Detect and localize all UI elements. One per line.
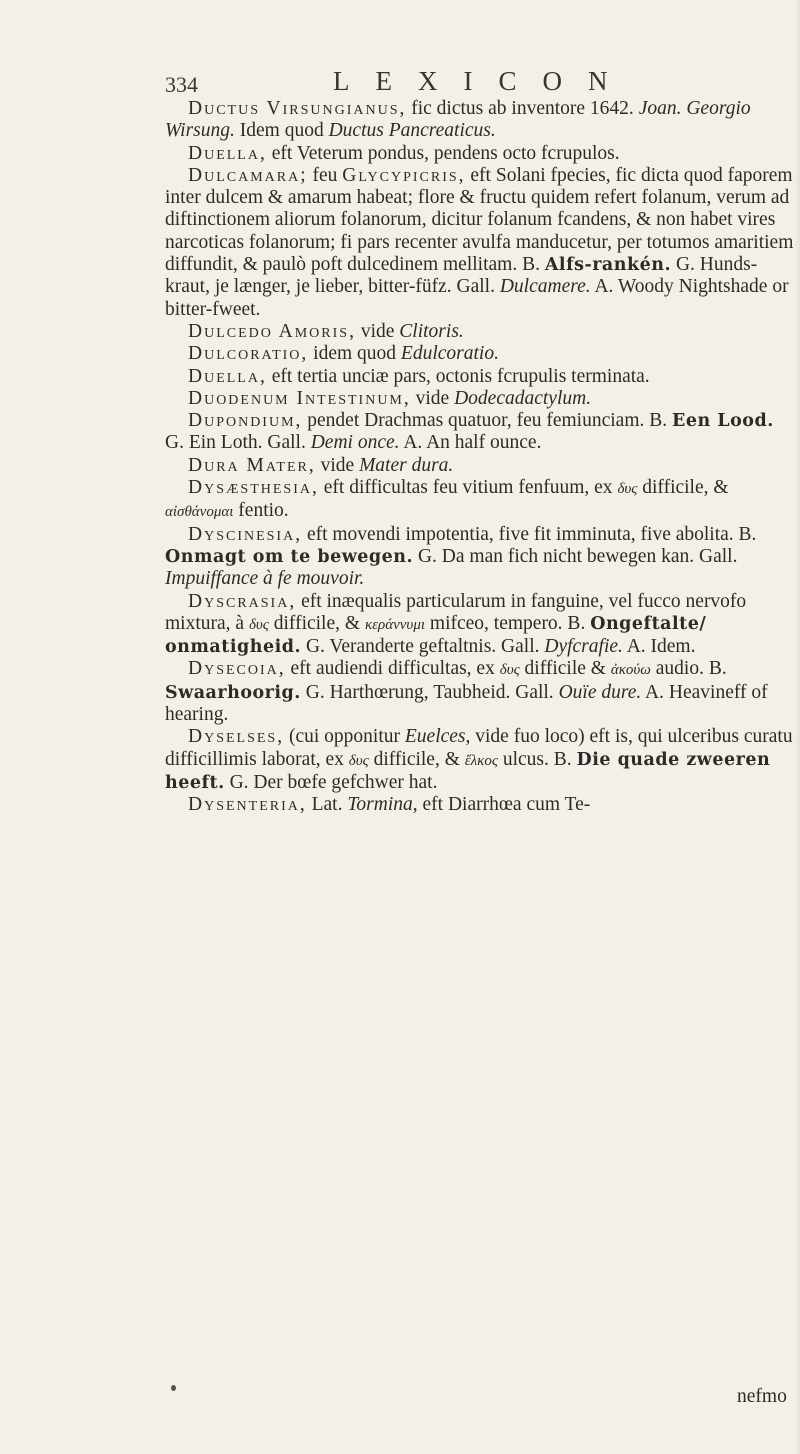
- entry-duella-1: Duella, eft Veterum pondus, pendens octo fcrupulos.: [188, 142, 620, 164]
- greek-term: αἰσθάνομαι: [165, 504, 234, 521]
- entry-dulcedo-amoris: Dulcedo Amoris, vide Clitoris.: [188, 320, 464, 342]
- dutch-term: Een Lood.: [672, 411, 774, 432]
- running-title: LEXICON: [333, 66, 634, 96]
- greek-term: δυς: [348, 752, 369, 769]
- entry-dyscrasia: Dyscrasia, eft inæqualis particularum in fanguine, vel fucco nervofo mixtura, à δυς difficile, & κεράννυμι mifceo, tempero. B. Ongeftalte/ onmatigheid. G. Veranderte geftaltnis. Gall. Dyfcrafie. A. Idem.: [165, 590, 747, 658]
- entry-duella-2: Duella, eft tertia unciæ pars, octonis fcrupulis terminata.: [188, 365, 650, 387]
- entry-dulcoratio: Dulcoratio, idem quod Edulcoratio.: [188, 343, 499, 365]
- headword: Dulcedo Amoris,: [188, 320, 356, 342]
- dutch-term: Alfs-rankén.: [544, 255, 672, 276]
- dutch-term: Swaarhoorig.: [165, 682, 301, 703]
- ink-speck: [171, 1385, 176, 1391]
- entry-dysenteria: Dysenteria, Lat. Tormina, eft Diarrhœa cum Te-: [188, 794, 591, 816]
- greek-term: δυς: [617, 481, 638, 498]
- entry-dysecoia: Dysecoia, eft audiendi difficultas, ex δυς difficile & ἀκούω audio. B. Swaarhoorig. G. Harthœrung, Taubheid. Gall. Ouïe dure. A. Heavineff of hearing.: [165, 658, 768, 726]
- entry-dyselses: Dyselses, (cui opponitur Euelces, vide fuo loco) eft is, qui ulceribus curatu difficillimis laborat, ex δυς difficile, & ἕλκος ulcus. B. Die quade zweeren heeft. G. Der bœfe gefchwer hat.: [165, 726, 793, 793]
- headword: Duodenum Intestinum,: [188, 387, 411, 409]
- greek-term: δυς: [499, 662, 520, 679]
- entry-duodenum: Duodenum Intestinum, vide Dodecadactylum.: [188, 387, 592, 409]
- entry-dulcamara: Dulcamara; feu Glycypicris, eft Solani fpecies, fic dicta quod faporem inter dulcem & amarum habeat; flore & fructu quidem refert folanum, verum ad diftinctionem aliorum folanorum, dicitur folanum fcandens, & non habet vires narcoticas folanorum; fi pars recenter avulfa manducetur, per totumos amaritiem diffundit, & paulò poft dulcedinem mellitam. B. Alfs-rankén. G. Hunds-kraut, je længer, je lieber, bitter-füfz. Gall. Dulcamere. A. Woody Nightshade or bitter-fweet.: [165, 164, 794, 320]
- greek-term: κεράννυμι: [364, 616, 426, 633]
- lexicon-body: [165, 98, 795, 817]
- entry-dysaesthesia: Dysæsthesia, eft difficultas feu vitium fenfuum, ex δυς difficile, & αἰσθάνομαι fentio.: [165, 477, 729, 522]
- dutch-term: Die quade zweeren heeft.: [165, 749, 771, 793]
- headword: Duella,: [188, 365, 267, 387]
- headword-synonym: Glycypicris,: [342, 164, 466, 186]
- page-header: [165, 66, 725, 102]
- headword: Dysæsthesia,: [188, 477, 319, 499]
- entry-ductus-virsungianus: Ductus Virsungianus, fic dictus ab inventore 1642. Joan. Georgio Wirsung. Idem quod Ductus Pancreaticus.: [165, 98, 751, 142]
- dutch-term: Ongeftalte/ onmatigheid.: [165, 613, 707, 658]
- headword: Dyscrasia,: [188, 590, 297, 612]
- page-edge-shadow: [794, 0, 800, 1454]
- catchword: nefmo: [737, 1386, 787, 1407]
- headword: Dysecoia,: [188, 658, 286, 680]
- headword: Dulcoratio,: [188, 343, 309, 365]
- headword: Dysenteria,: [188, 794, 307, 816]
- entry-dupondium: Dupondium, pendet Drachmas quatuor, feu femiunciam. B. Een Lood. G. Ein Loth. Gall. Demi once. A. An half ounce.: [165, 410, 774, 454]
- headword: Ductus Virsungianus,: [188, 98, 407, 119]
- headword: Dupondium,: [188, 410, 303, 432]
- greek-term: δυς: [248, 616, 269, 633]
- greek-term: ἀκούω: [610, 662, 651, 679]
- headword: Duella,: [188, 142, 267, 164]
- headword: Dura Mater,: [188, 454, 316, 476]
- dutch-term: Onmagt om te bewegen.: [165, 546, 414, 567]
- headword: Dulcamara;: [188, 164, 308, 186]
- page-number: 334: [165, 72, 198, 97]
- headword: Dyselses,: [188, 726, 285, 748]
- entry-dura-mater: Dura Mater, vide Mater dura.: [188, 454, 454, 476]
- headword: Dyscinesia,: [188, 523, 303, 545]
- entry-dyscinesia: Dyscinesia, eft movendi impotentia, five fit imminuta, five abolita. B. Onmagt om te bewegen. G. Da man fich nicht bewegen kan. Gall. Impuiffance à fe mouvoir.: [165, 523, 757, 590]
- greek-term: ἕλκος: [464, 752, 498, 769]
